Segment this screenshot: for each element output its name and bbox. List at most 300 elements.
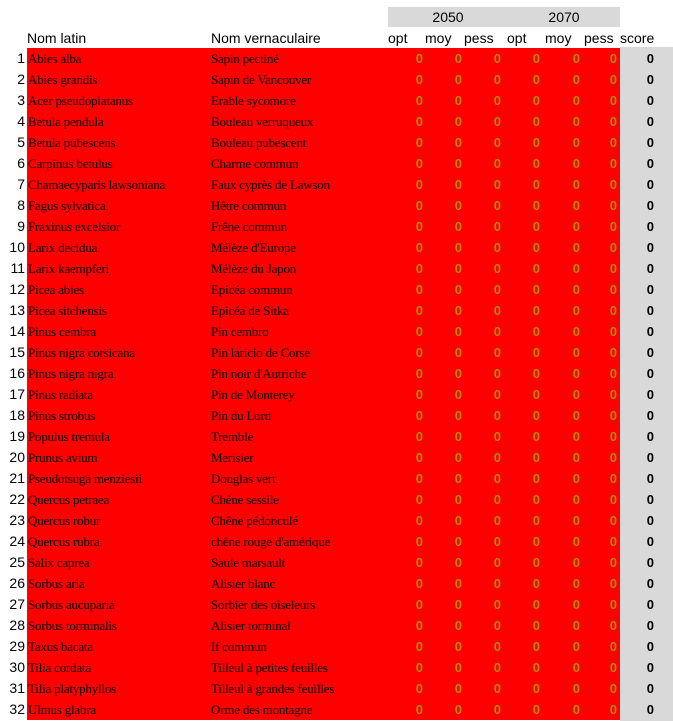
vernacular-name-cell[interactable]: Mélèze d'Europe xyxy=(211,240,296,255)
2050-pess-cell[interactable]: 0 xyxy=(493,114,501,129)
row-number[interactable]: 31 xyxy=(9,680,25,696)
latin-name-cell[interactable]: Pseudotsuga menziesii xyxy=(28,471,142,486)
score-cell[interactable]: 0 xyxy=(646,114,654,129)
2070-moy-cell[interactable]: 0 xyxy=(572,387,580,402)
score-cell[interactable]: 0 xyxy=(646,429,654,444)
header-2070-pess[interactable]: pess xyxy=(584,30,614,46)
vernacular-name-cell[interactable]: Tremble xyxy=(211,429,254,444)
vernacular-name-cell[interactable]: chêne rouge d'amérique xyxy=(211,534,331,549)
vernacular-name-cell[interactable]: Pin de Monterey xyxy=(211,387,295,402)
2070-pess-cell[interactable]: 0 xyxy=(609,51,617,66)
2050-pess-cell[interactable]: 0 xyxy=(493,156,501,171)
2050-pess-cell[interactable]: 0 xyxy=(493,408,501,423)
2070-moy-cell[interactable]: 0 xyxy=(572,114,580,129)
2050-moy-cell[interactable]: 0 xyxy=(454,366,462,381)
2070-opt-cell[interactable]: 0 xyxy=(532,471,540,486)
2050-moy-cell[interactable]: 0 xyxy=(454,303,462,318)
score-cell[interactable]: 0 xyxy=(646,387,654,402)
2050-pess-cell[interactable]: 0 xyxy=(493,534,501,549)
2070-moy-cell[interactable]: 0 xyxy=(572,513,580,528)
2070-pess-cell[interactable]: 0 xyxy=(609,681,617,696)
latin-name-cell[interactable]: Salix caprea xyxy=(28,555,90,570)
2070-opt-cell[interactable]: 0 xyxy=(532,534,540,549)
score-cell[interactable]: 0 xyxy=(646,702,654,717)
2070-moy-cell[interactable]: 0 xyxy=(572,198,580,213)
2070-moy-cell[interactable]: 0 xyxy=(572,681,580,696)
2070-moy-cell[interactable]: 0 xyxy=(572,618,580,633)
row-number[interactable]: 2 xyxy=(17,71,25,87)
vernacular-name-cell[interactable]: Chêne sessile xyxy=(211,492,279,507)
row-number[interactable]: 22 xyxy=(9,491,25,507)
latin-name-cell[interactable]: Quercus petraea xyxy=(28,492,110,507)
2070-opt-cell[interactable]: 0 xyxy=(532,198,540,213)
2070-moy-cell[interactable]: 0 xyxy=(572,492,580,507)
row-number[interactable]: 16 xyxy=(9,365,25,381)
2070-moy-cell[interactable]: 0 xyxy=(572,576,580,591)
2050-pess-cell[interactable]: 0 xyxy=(493,660,501,675)
2070-moy-cell[interactable]: 0 xyxy=(572,471,580,486)
2070-opt-cell[interactable]: 0 xyxy=(532,366,540,381)
score-cell[interactable]: 0 xyxy=(646,534,654,549)
score-cell[interactable]: 0 xyxy=(646,555,654,570)
2050-pess-cell[interactable]: 0 xyxy=(493,555,501,570)
2070-pess-cell[interactable]: 0 xyxy=(609,303,617,318)
2050-moy-cell[interactable]: 0 xyxy=(454,576,462,591)
vernacular-name-cell[interactable]: Frêne commun xyxy=(211,219,287,234)
2070-pess-cell[interactable]: 0 xyxy=(609,282,617,297)
2050-opt-cell[interactable]: 0 xyxy=(415,471,423,486)
latin-name-cell[interactable]: Acer pseudoplatanus xyxy=(28,93,133,108)
vernacular-name-cell[interactable]: Epicéa commun xyxy=(211,282,293,297)
row-number[interactable]: 8 xyxy=(17,197,25,213)
2050-opt-cell[interactable]: 0 xyxy=(415,303,423,318)
2070-moy-cell[interactable]: 0 xyxy=(572,450,580,465)
vernacular-name-cell[interactable]: Mélèze du Japon xyxy=(211,261,297,276)
2070-opt-cell[interactable]: 0 xyxy=(532,450,540,465)
2070-opt-cell[interactable]: 0 xyxy=(532,513,540,528)
2050-moy-cell[interactable]: 0 xyxy=(454,450,462,465)
vernacular-name-cell[interactable]: Bouleau verruqueux xyxy=(211,114,314,129)
2070-opt-cell[interactable]: 0 xyxy=(532,576,540,591)
latin-name-cell[interactable]: Pinus nigra corsicana xyxy=(28,345,135,360)
2070-moy-cell[interactable]: 0 xyxy=(572,366,580,381)
2070-moy-cell[interactable]: 0 xyxy=(572,72,580,87)
2070-pess-cell[interactable]: 0 xyxy=(609,198,617,213)
header-2050-moy[interactable]: moy xyxy=(425,30,452,46)
row-number[interactable]: 13 xyxy=(9,302,25,318)
2050-moy-cell[interactable]: 0 xyxy=(454,93,462,108)
2070-opt-cell[interactable]: 0 xyxy=(532,177,540,192)
2070-pess-cell[interactable]: 0 xyxy=(609,240,617,255)
vernacular-name-cell[interactable]: Tilleul à grandes feuilles xyxy=(211,681,335,696)
score-cell[interactable]: 0 xyxy=(646,219,654,234)
2050-moy-cell[interactable]: 0 xyxy=(454,282,462,297)
vernacular-name-cell[interactable]: Sapin pectiné xyxy=(211,51,279,66)
2050-pess-cell[interactable]: 0 xyxy=(493,681,501,696)
2050-moy-cell[interactable]: 0 xyxy=(454,114,462,129)
score-cell[interactable]: 0 xyxy=(646,639,654,654)
row-number[interactable]: 25 xyxy=(9,554,25,570)
latin-name-cell[interactable]: Pinus radiata xyxy=(28,387,93,402)
2070-opt-cell[interactable]: 0 xyxy=(532,51,540,66)
score-cell[interactable]: 0 xyxy=(646,576,654,591)
2070-moy-cell[interactable]: 0 xyxy=(572,324,580,339)
2070-opt-cell[interactable]: 0 xyxy=(532,156,540,171)
2050-opt-cell[interactable]: 0 xyxy=(415,72,423,87)
score-cell[interactable]: 0 xyxy=(646,240,654,255)
row-number[interactable]: 28 xyxy=(9,617,25,633)
vernacular-name-cell[interactable]: Tilleul à petites feuilles xyxy=(211,660,328,675)
vernacular-name-cell[interactable]: Epicéa de Sitka xyxy=(211,303,289,318)
vernacular-name-cell[interactable]: Chêne pédonculé xyxy=(211,513,298,528)
2070-pess-cell[interactable]: 0 xyxy=(609,492,617,507)
2050-moy-cell[interactable]: 0 xyxy=(454,702,462,717)
2070-pess-cell[interactable]: 0 xyxy=(609,93,617,108)
row-number[interactable]: 26 xyxy=(9,575,25,591)
2050-moy-cell[interactable]: 0 xyxy=(454,429,462,444)
vernacular-name-cell[interactable]: Sorbier des oiseleurs xyxy=(211,597,316,612)
latin-name-cell[interactable]: Pinus nigra nigra xyxy=(28,366,114,381)
2050-opt-cell[interactable]: 0 xyxy=(415,555,423,570)
row-number[interactable]: 9 xyxy=(17,218,25,234)
2070-pess-cell[interactable]: 0 xyxy=(609,387,617,402)
score-cell[interactable]: 0 xyxy=(646,618,654,633)
2050-moy-cell[interactable]: 0 xyxy=(454,555,462,570)
2070-moy-cell[interactable]: 0 xyxy=(572,555,580,570)
2050-opt-cell[interactable]: 0 xyxy=(415,534,423,549)
latin-name-cell[interactable]: Sorbus aucuparia xyxy=(28,597,115,612)
2070-moy-cell[interactable]: 0 xyxy=(572,177,580,192)
row-number[interactable]: 17 xyxy=(9,386,25,402)
score-cell[interactable]: 0 xyxy=(646,450,654,465)
2070-opt-cell[interactable]: 0 xyxy=(532,492,540,507)
2050-pess-cell[interactable]: 0 xyxy=(493,261,501,276)
2070-opt-cell[interactable]: 0 xyxy=(532,135,540,150)
2070-moy-cell[interactable]: 0 xyxy=(572,702,580,717)
score-cell[interactable]: 0 xyxy=(646,660,654,675)
2070-pess-cell[interactable]: 0 xyxy=(609,450,617,465)
2050-pess-cell[interactable]: 0 xyxy=(493,93,501,108)
vernacular-name-cell[interactable]: Pin cembro xyxy=(211,324,269,339)
vernacular-name-cell[interactable]: Charme commun xyxy=(211,156,299,171)
header-2050-pess[interactable]: pess xyxy=(464,30,494,46)
2070-moy-cell[interactable]: 0 xyxy=(572,282,580,297)
2070-opt-cell[interactable]: 0 xyxy=(532,261,540,276)
2050-moy-cell[interactable]: 0 xyxy=(454,513,462,528)
latin-name-cell[interactable]: Abies grandis xyxy=(28,72,98,87)
2070-moy-cell[interactable]: 0 xyxy=(572,345,580,360)
latin-name-cell[interactable]: Pinus strobus xyxy=(28,408,96,423)
score-cell[interactable]: 0 xyxy=(646,282,654,297)
2050-opt-cell[interactable]: 0 xyxy=(415,492,423,507)
2070-moy-cell[interactable]: 0 xyxy=(572,429,580,444)
2070-pess-cell[interactable]: 0 xyxy=(609,576,617,591)
latin-name-cell[interactable]: Chamaecyparis lawsoniana xyxy=(28,177,166,192)
2050-opt-cell[interactable]: 0 xyxy=(415,93,423,108)
latin-name-cell[interactable]: Fagus sylvatica xyxy=(28,198,106,213)
2070-moy-cell[interactable]: 0 xyxy=(572,51,580,66)
2050-opt-cell[interactable]: 0 xyxy=(415,408,423,423)
2050-pess-cell[interactable]: 0 xyxy=(493,618,501,633)
2070-moy-cell[interactable]: 0 xyxy=(572,156,580,171)
row-number[interactable]: 15 xyxy=(9,344,25,360)
2050-moy-cell[interactable]: 0 xyxy=(454,492,462,507)
2050-moy-cell[interactable]: 0 xyxy=(454,639,462,654)
2050-pess-cell[interactable]: 0 xyxy=(493,471,501,486)
latin-name-cell[interactable]: Sorbus aria xyxy=(28,576,85,591)
latin-name-cell[interactable]: Fraxinus excelsior xyxy=(28,219,121,234)
score-cell[interactable]: 0 xyxy=(646,345,654,360)
vernacular-name-cell[interactable]: Pin laricio de Corse xyxy=(211,345,310,360)
row-number[interactable]: 4 xyxy=(17,113,25,129)
2050-pess-cell[interactable]: 0 xyxy=(493,219,501,234)
latin-name-cell[interactable]: Tilia cordata xyxy=(28,660,91,675)
score-cell[interactable]: 0 xyxy=(646,492,654,507)
header-2050-opt[interactable]: opt xyxy=(388,30,408,46)
score-cell[interactable]: 0 xyxy=(646,324,654,339)
vernacular-name-cell[interactable]: Hêtre commun xyxy=(211,198,287,213)
2070-opt-cell[interactable]: 0 xyxy=(532,429,540,444)
2070-pess-cell[interactable]: 0 xyxy=(609,114,617,129)
2050-opt-cell[interactable]: 0 xyxy=(415,576,423,591)
latin-name-cell[interactable]: Populus tremula xyxy=(28,429,110,444)
row-number[interactable]: 32 xyxy=(9,701,25,717)
2050-opt-cell[interactable]: 0 xyxy=(415,702,423,717)
2070-opt-cell[interactable]: 0 xyxy=(532,219,540,234)
row-number[interactable]: 29 xyxy=(9,638,25,654)
score-cell[interactable]: 0 xyxy=(646,198,654,213)
2070-pess-cell[interactable]: 0 xyxy=(609,135,617,150)
2070-moy-cell[interactable]: 0 xyxy=(572,408,580,423)
vernacular-name-cell[interactable]: Alisier torminal xyxy=(211,618,291,633)
latin-name-cell[interactable]: Ulmus glabra xyxy=(28,702,97,717)
2070-opt-cell[interactable]: 0 xyxy=(532,639,540,654)
latin-name-cell[interactable]: Tilia platyphyllos xyxy=(28,681,117,696)
score-cell[interactable]: 0 xyxy=(646,177,654,192)
2070-pess-cell[interactable]: 0 xyxy=(609,261,617,276)
2050-pess-cell[interactable]: 0 xyxy=(493,240,501,255)
2070-pess-cell[interactable]: 0 xyxy=(609,408,617,423)
2070-moy-cell[interactable]: 0 xyxy=(572,303,580,318)
2050-opt-cell[interactable]: 0 xyxy=(415,261,423,276)
2070-moy-cell[interactable]: 0 xyxy=(572,639,580,654)
2050-pess-cell[interactable]: 0 xyxy=(493,51,501,66)
vernacular-name-cell[interactable]: Alisier blanc xyxy=(211,576,276,591)
2070-pess-cell[interactable]: 0 xyxy=(609,72,617,87)
2070-moy-cell[interactable]: 0 xyxy=(572,660,580,675)
2050-pess-cell[interactable]: 0 xyxy=(493,597,501,612)
2070-opt-cell[interactable]: 0 xyxy=(532,93,540,108)
2050-moy-cell[interactable]: 0 xyxy=(454,534,462,549)
2070-opt-cell[interactable]: 0 xyxy=(532,240,540,255)
2050-moy-cell[interactable]: 0 xyxy=(454,219,462,234)
2050-pess-cell[interactable]: 0 xyxy=(493,72,501,87)
latin-name-cell[interactable]: Quercus robur xyxy=(28,513,101,528)
2070-pess-cell[interactable]: 0 xyxy=(609,177,617,192)
2050-moy-cell[interactable]: 0 xyxy=(454,261,462,276)
score-cell[interactable]: 0 xyxy=(646,366,654,381)
2050-opt-cell[interactable]: 0 xyxy=(415,681,423,696)
header-latin-name[interactable]: Nom latin xyxy=(27,30,87,46)
latin-name-cell[interactable]: Picea abies xyxy=(28,282,84,297)
2070-opt-cell[interactable]: 0 xyxy=(532,618,540,633)
vernacular-name-cell[interactable]: Merisier xyxy=(211,450,254,465)
2050-opt-cell[interactable]: 0 xyxy=(415,366,423,381)
row-number[interactable]: 27 xyxy=(9,596,25,612)
row-number[interactable]: 5 xyxy=(17,134,25,150)
2050-moy-cell[interactable]: 0 xyxy=(454,618,462,633)
2050-pess-cell[interactable]: 0 xyxy=(493,282,501,297)
score-cell[interactable]: 0 xyxy=(646,408,654,423)
score-cell[interactable]: 0 xyxy=(646,303,654,318)
2050-opt-cell[interactable]: 0 xyxy=(415,345,423,360)
2070-opt-cell[interactable]: 0 xyxy=(532,114,540,129)
row-number[interactable]: 1 xyxy=(17,50,25,66)
2050-pess-cell[interactable]: 0 xyxy=(493,702,501,717)
vernacular-name-cell[interactable]: Douglas vert xyxy=(211,471,276,486)
2050-moy-cell[interactable]: 0 xyxy=(454,345,462,360)
2050-opt-cell[interactable]: 0 xyxy=(415,618,423,633)
2050-pess-cell[interactable]: 0 xyxy=(493,450,501,465)
latin-name-cell[interactable]: Abies alba xyxy=(28,51,82,66)
2050-opt-cell[interactable]: 0 xyxy=(415,219,423,234)
2050-opt-cell[interactable]: 0 xyxy=(415,429,423,444)
vernacular-name-cell[interactable]: Pin noir d'Autriche xyxy=(211,366,307,381)
score-cell[interactable]: 0 xyxy=(646,93,654,108)
2070-pess-cell[interactable]: 0 xyxy=(609,156,617,171)
2050-moy-cell[interactable]: 0 xyxy=(454,135,462,150)
header-2070-moy[interactable]: moy xyxy=(545,30,572,46)
2070-pess-cell[interactable]: 0 xyxy=(609,618,617,633)
2050-opt-cell[interactable]: 0 xyxy=(415,135,423,150)
row-number[interactable]: 6 xyxy=(17,155,25,171)
vernacular-name-cell[interactable]: Faux cyprès de Lawson xyxy=(211,177,330,192)
row-number[interactable]: 3 xyxy=(17,92,25,108)
score-cell[interactable]: 0 xyxy=(646,51,654,66)
2070-opt-cell[interactable]: 0 xyxy=(532,597,540,612)
2050-moy-cell[interactable]: 0 xyxy=(454,324,462,339)
2050-moy-cell[interactable]: 0 xyxy=(454,408,462,423)
2050-opt-cell[interactable]: 0 xyxy=(415,324,423,339)
vernacular-name-cell[interactable]: Pin du Lord xyxy=(211,408,271,423)
2050-pess-cell[interactable]: 0 xyxy=(493,345,501,360)
2070-opt-cell[interactable]: 0 xyxy=(532,303,540,318)
2070-opt-cell[interactable]: 0 xyxy=(532,555,540,570)
row-number[interactable]: 18 xyxy=(9,407,25,423)
vernacular-name-cell[interactable]: Erable sycomore xyxy=(211,93,296,108)
2050-opt-cell[interactable]: 0 xyxy=(415,198,423,213)
latin-name-cell[interactable]: Prunus avium xyxy=(28,450,98,465)
2070-pess-cell[interactable]: 0 xyxy=(609,660,617,675)
2070-pess-cell[interactable]: 0 xyxy=(609,219,617,234)
2070-opt-cell[interactable]: 0 xyxy=(532,324,540,339)
2050-opt-cell[interactable]: 0 xyxy=(415,156,423,171)
2050-opt-cell[interactable]: 0 xyxy=(415,240,423,255)
2070-pess-cell[interactable]: 0 xyxy=(609,513,617,528)
2050-moy-cell[interactable]: 0 xyxy=(454,240,462,255)
score-cell[interactable]: 0 xyxy=(646,597,654,612)
2050-pess-cell[interactable]: 0 xyxy=(493,513,501,528)
row-number[interactable]: 11 xyxy=(10,260,25,276)
2050-pess-cell[interactable]: 0 xyxy=(493,429,501,444)
latin-name-cell[interactable]: Sorbus torminalis xyxy=(28,618,117,633)
vernacular-name-cell[interactable]: If commun xyxy=(211,639,267,654)
row-number[interactable]: 19 xyxy=(9,428,25,444)
2050-opt-cell[interactable]: 0 xyxy=(415,513,423,528)
header-2070-opt[interactable]: opt xyxy=(507,30,527,46)
2070-opt-cell[interactable]: 0 xyxy=(532,702,540,717)
score-cell[interactable]: 0 xyxy=(646,135,654,150)
2050-opt-cell[interactable]: 0 xyxy=(415,51,423,66)
row-number[interactable]: 10 xyxy=(9,239,25,255)
row-number[interactable]: 21 xyxy=(9,470,25,486)
vernacular-name-cell[interactable]: Bouleau pubescent xyxy=(211,135,307,150)
score-cell[interactable]: 0 xyxy=(646,261,654,276)
score-cell[interactable]: 0 xyxy=(646,513,654,528)
2070-moy-cell[interactable]: 0 xyxy=(572,261,580,276)
2070-pess-cell[interactable]: 0 xyxy=(609,366,617,381)
row-number[interactable]: 12 xyxy=(9,281,25,297)
vernacular-name-cell[interactable]: Orme des montagne xyxy=(211,702,313,717)
2050-moy-cell[interactable]: 0 xyxy=(454,681,462,696)
2070-moy-cell[interactable]: 0 xyxy=(572,597,580,612)
2050-moy-cell[interactable]: 0 xyxy=(454,387,462,402)
row-number[interactable]: 14 xyxy=(9,323,25,339)
latin-name-cell[interactable]: Larix decidua xyxy=(28,240,98,255)
2070-opt-cell[interactable]: 0 xyxy=(532,660,540,675)
2050-pess-cell[interactable]: 0 xyxy=(493,492,501,507)
2050-pess-cell[interactable]: 0 xyxy=(493,198,501,213)
score-cell[interactable]: 0 xyxy=(646,72,654,87)
latin-name-cell[interactable]: Pinus cembra xyxy=(28,324,97,339)
2050-moy-cell[interactable]: 0 xyxy=(454,72,462,87)
2050-pess-cell[interactable]: 0 xyxy=(493,303,501,318)
year-2070-header[interactable]: 2070 xyxy=(508,7,620,27)
2050-moy-cell[interactable]: 0 xyxy=(454,660,462,675)
latin-name-cell[interactable]: Betula pendula xyxy=(28,114,104,129)
2050-opt-cell[interactable]: 0 xyxy=(415,639,423,654)
2070-pess-cell[interactable]: 0 xyxy=(609,702,617,717)
2050-pess-cell[interactable]: 0 xyxy=(493,366,501,381)
2050-pess-cell[interactable]: 0 xyxy=(493,639,501,654)
2050-moy-cell[interactable]: 0 xyxy=(454,198,462,213)
2070-pess-cell[interactable]: 0 xyxy=(609,639,617,654)
2050-moy-cell[interactable]: 0 xyxy=(454,597,462,612)
header-score[interactable]: score xyxy=(620,30,655,46)
2050-opt-cell[interactable]: 0 xyxy=(415,597,423,612)
row-number[interactable]: 7 xyxy=(17,176,25,192)
2070-opt-cell[interactable]: 0 xyxy=(532,282,540,297)
latin-name-cell[interactable]: Carpinus betulus xyxy=(28,156,113,171)
row-number[interactable]: 24 xyxy=(9,533,25,549)
2070-moy-cell[interactable]: 0 xyxy=(572,93,580,108)
2070-pess-cell[interactable]: 0 xyxy=(609,555,617,570)
score-cell[interactable]: 0 xyxy=(646,471,654,486)
2050-opt-cell[interactable]: 0 xyxy=(415,660,423,675)
2070-opt-cell[interactable]: 0 xyxy=(532,681,540,696)
2070-moy-cell[interactable]: 0 xyxy=(572,240,580,255)
vernacular-name-cell[interactable]: Sapin de Vancouver xyxy=(211,72,312,87)
2050-moy-cell[interactable]: 0 xyxy=(454,177,462,192)
latin-name-cell[interactable]: Picea sitchensis xyxy=(28,303,107,318)
2070-moy-cell[interactable]: 0 xyxy=(572,534,580,549)
score-cell[interactable]: 0 xyxy=(646,156,654,171)
2050-opt-cell[interactable]: 0 xyxy=(415,387,423,402)
2070-pess-cell[interactable]: 0 xyxy=(609,597,617,612)
2050-pess-cell[interactable]: 0 xyxy=(493,576,501,591)
row-number[interactable]: 20 xyxy=(9,449,25,465)
latin-name-cell[interactable]: Quercus rubra xyxy=(28,534,100,549)
